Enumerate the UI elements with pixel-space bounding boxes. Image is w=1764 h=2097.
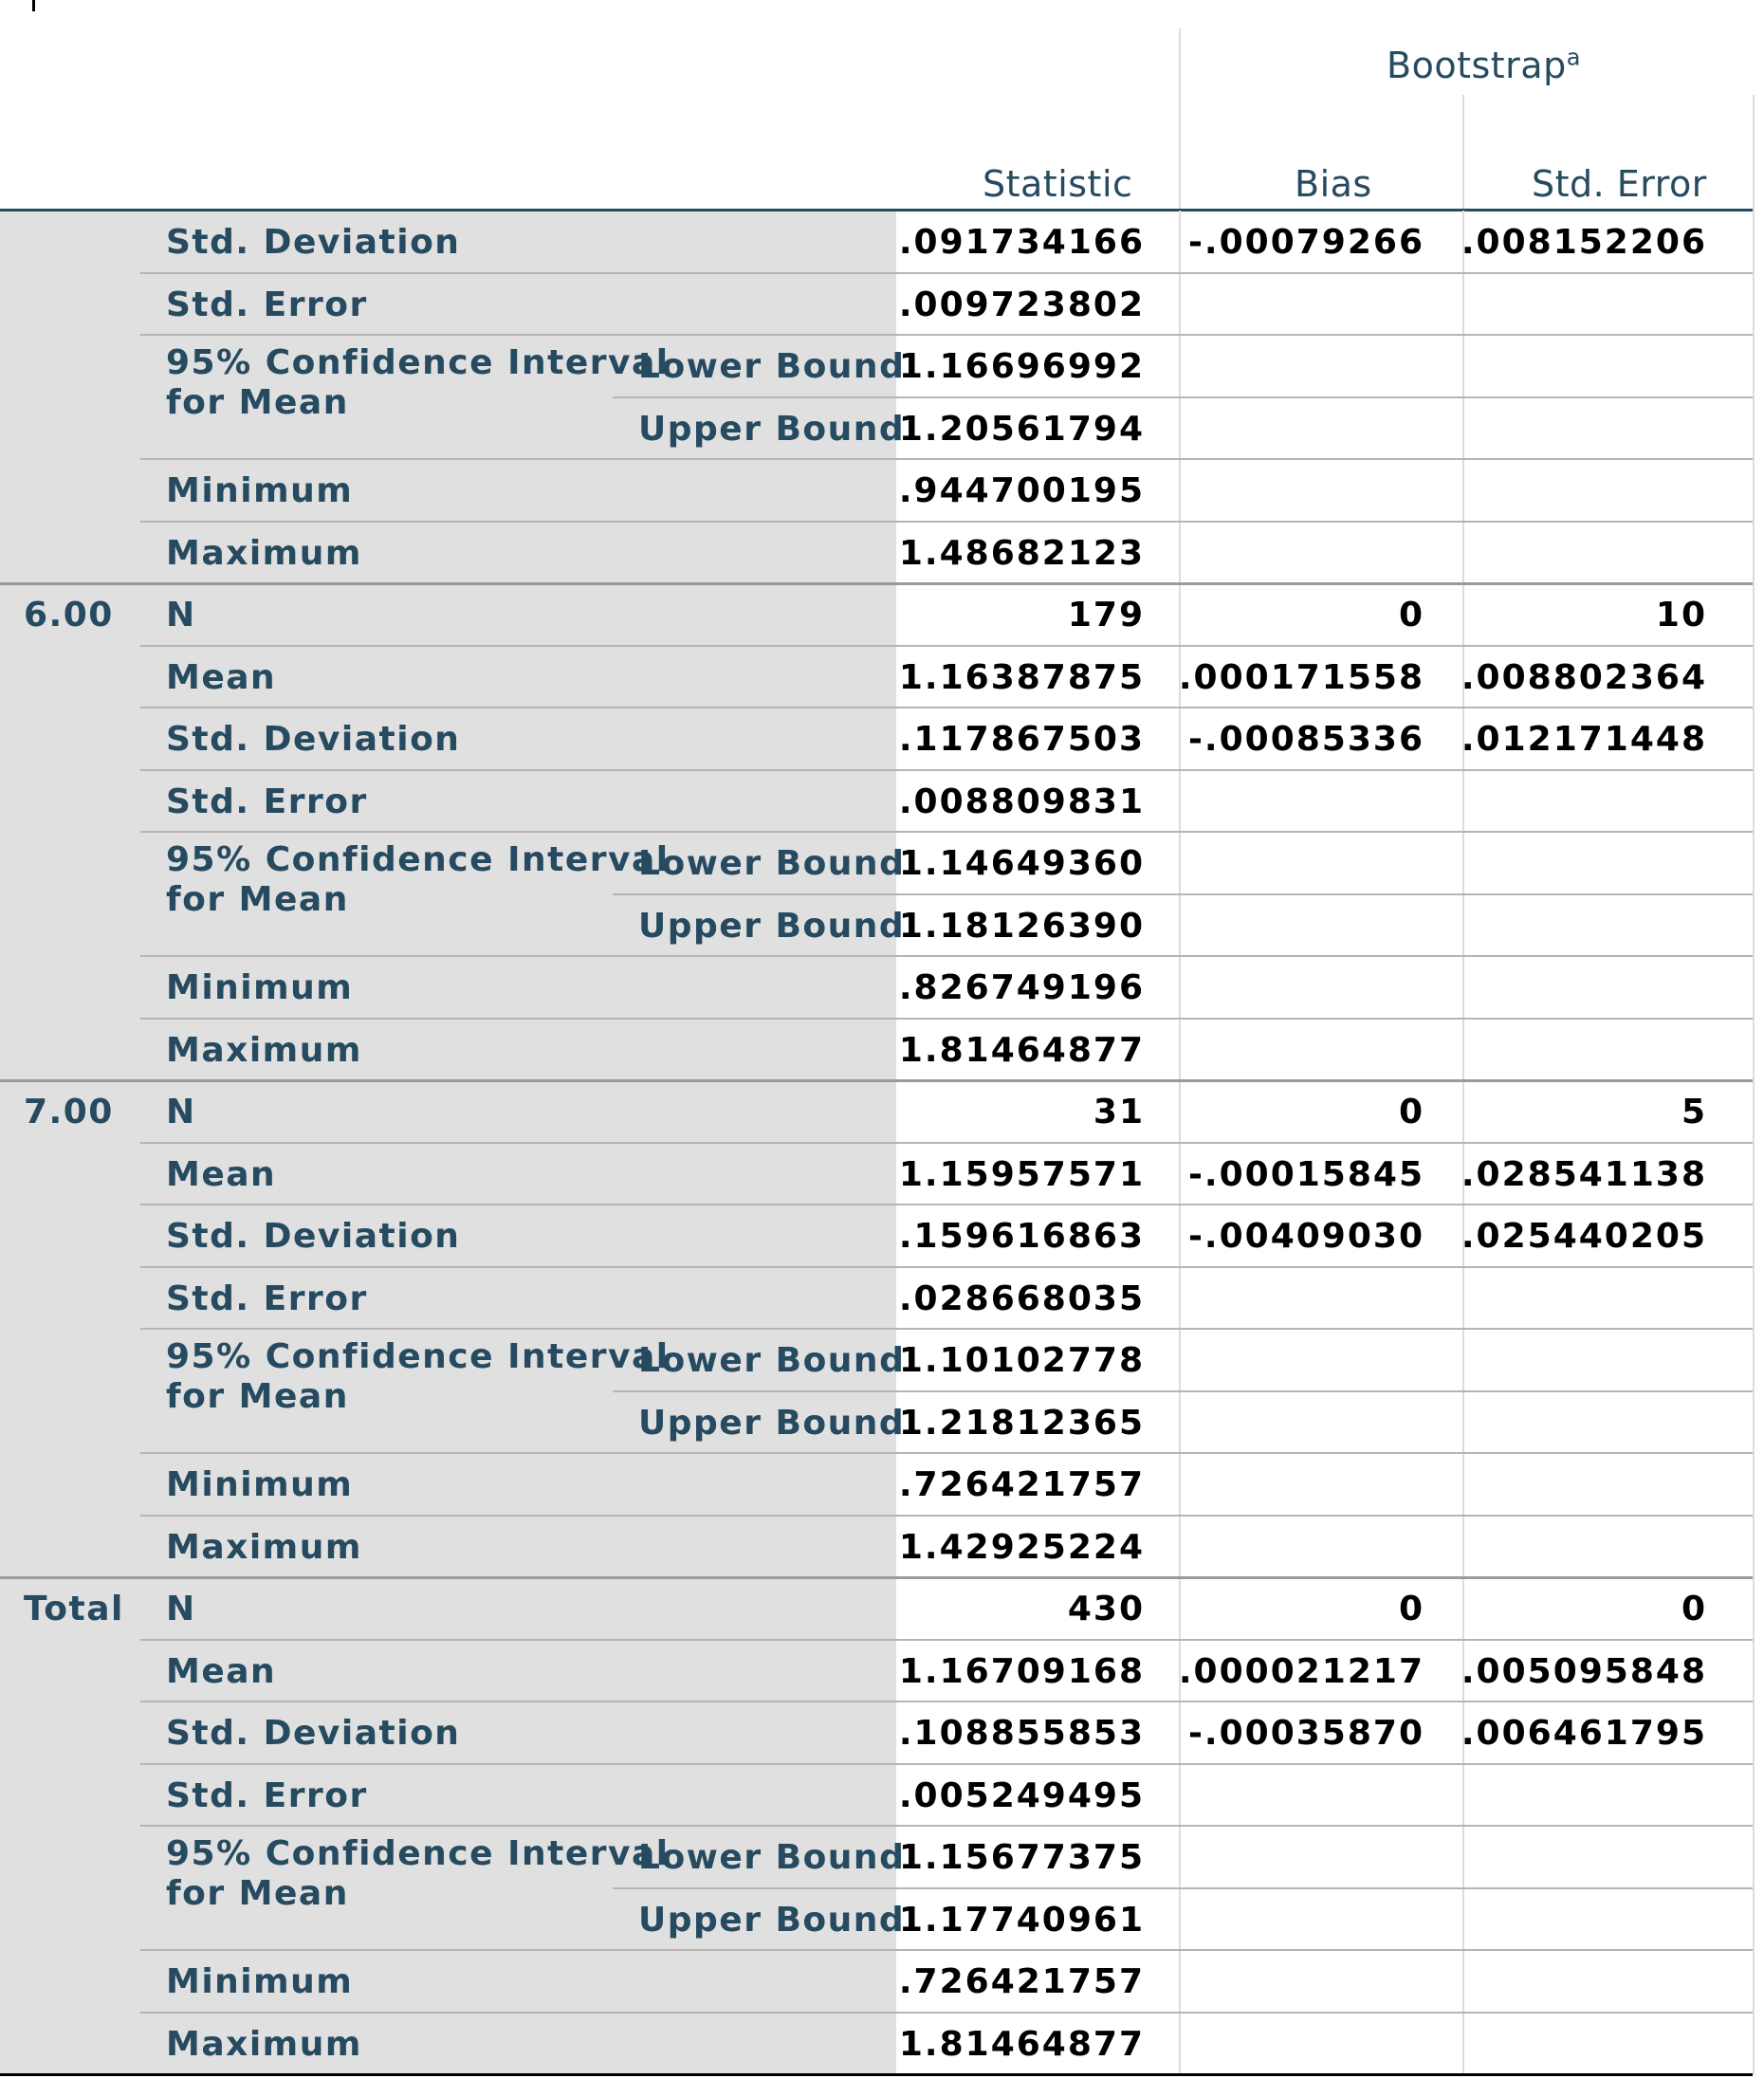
lower-bound-label: Lower Bound: [638, 1838, 906, 1877]
statistic-value: 1.48682123: [898, 533, 1145, 573]
row-separator: [140, 334, 1753, 336]
row-separator: [140, 1018, 1753, 1020]
ci-label-line2: for Mean: [166, 383, 349, 422]
bootstrap-std-error-value: .005095848: [1461, 1651, 1707, 1691]
statistic-value: 1.42925224: [898, 1527, 1145, 1567]
bootstrap-std-error-value: .025440205: [1461, 1217, 1707, 1256]
bias-value: 0: [1398, 596, 1424, 635]
group-label: Total: [24, 1590, 124, 1628]
ci-label-line1: 95% Confidence Interval: [166, 840, 670, 879]
std-deviation-label: Std. Deviation: [166, 1714, 461, 1753]
upper-bound-label: Upper Bound: [638, 1403, 906, 1443]
statistic-value: .726421757: [898, 1465, 1145, 1504]
group-separator: [0, 582, 1753, 585]
bootstrap-std-error-value: .008152206: [1461, 223, 1707, 262]
statistic-value: 31: [1093, 1093, 1145, 1131]
upper-bound-label: Upper Bound: [638, 1900, 906, 1940]
maximum-label: Maximum: [166, 1030, 362, 1070]
statistic-value: .009723802: [898, 285, 1145, 324]
row-separator: [613, 893, 1753, 895]
ci-label-line2: for Mean: [166, 1377, 349, 1416]
bias-value: -.00015845: [1187, 1154, 1424, 1194]
row-separator: [140, 272, 1753, 274]
row-separator: [140, 1328, 1753, 1330]
vline-right: [1753, 211, 1755, 2074]
statistic-value: .028668035: [898, 1278, 1145, 1318]
lower-bound-label: Lower Bound: [638, 347, 906, 386]
group-separator: [0, 1576, 1753, 1579]
row-separator: [140, 831, 1753, 833]
std-error-column-header: Std. Error: [1532, 163, 1707, 205]
statistic-value: .117867503: [898, 720, 1145, 759]
statistic-value: 1.10102778: [898, 1341, 1145, 1380]
group-separator: [0, 1079, 1753, 1082]
bias-value: .000171558: [1178, 657, 1424, 697]
statistic-value: .005249495: [898, 1775, 1145, 1815]
row-separator: [140, 1639, 1753, 1641]
row-separator: [140, 2012, 1753, 2014]
maximum-label: Maximum: [166, 1527, 362, 1567]
row-separator: [140, 1949, 1753, 1951]
bootstrap-std-error-value: .008802364: [1461, 657, 1707, 697]
statistic-value: .159616863: [898, 1217, 1145, 1256]
row-separator: [140, 1763, 1753, 1765]
statistic-value: .108855853: [898, 1714, 1145, 1753]
statistic-value: 1.15677375: [898, 1838, 1145, 1877]
statistic-value: 1.18126390: [898, 906, 1145, 946]
lower-bound-label: Lower Bound: [638, 844, 906, 883]
ci-label-line1: 95% Confidence Interval: [166, 1337, 670, 1376]
row-separator: [140, 1515, 1753, 1517]
statistic-value: 1.81464877: [898, 2024, 1145, 2064]
maximum-label: Maximum: [166, 533, 362, 573]
mean-label: Mean: [166, 1651, 277, 1691]
bias-column-header: Bias: [1295, 163, 1372, 205]
ci-label-line1: 95% Confidence Interval: [166, 1834, 670, 1873]
std-deviation-label: Std. Deviation: [166, 720, 461, 759]
row-separator: [140, 1701, 1753, 1702]
statistic-value: .091734166: [898, 223, 1145, 262]
statistic-value: 430: [1067, 1590, 1145, 1628]
bootstrap-footnote-marker: a: [1566, 44, 1581, 71]
bias-value: 0: [1398, 1093, 1424, 1131]
header-vline-statistic-bias: [1179, 28, 1181, 211]
bias-value: -.00035870: [1187, 1714, 1424, 1753]
bootstrap-std-error-value: 10: [1655, 596, 1707, 635]
row-separator: [140, 769, 1753, 771]
statistic-value: .826749196: [898, 968, 1145, 1007]
bootstrap-header: Bootstrap$^a$: [1387, 44, 1581, 86]
row-separator: [140, 955, 1753, 957]
std-error-label: Std. Error: [166, 1278, 368, 1318]
group-label: 6.00: [24, 596, 114, 635]
row-separator: [140, 707, 1753, 708]
row-separator: [613, 1887, 1753, 1889]
statistic-value: 1.20561794: [898, 409, 1145, 449]
row-separator: [140, 1452, 1753, 1454]
row-separator: [140, 1142, 1753, 1144]
std-error-label: Std. Error: [166, 782, 368, 821]
statistic-value: 1.81464877: [898, 1030, 1145, 1070]
mean-label: Mean: [166, 657, 277, 697]
bootstrap-std-error-value: .006461795: [1461, 1714, 1707, 1753]
minimum-label: Minimum: [166, 1465, 354, 1504]
statistic-value: 1.15957571: [898, 1154, 1145, 1194]
statistic-value: 1.16709168: [898, 1651, 1145, 1691]
statistic-value: 1.16387875: [898, 657, 1145, 697]
bias-value: -.00085336: [1187, 720, 1424, 759]
row-separator: [140, 645, 1753, 647]
row-separator: [140, 458, 1753, 460]
mean-label: Mean: [166, 1154, 277, 1194]
ci-label-line1: 95% Confidence Interval: [166, 343, 670, 382]
upper-bound-label: Upper Bound: [638, 409, 906, 449]
lower-bound-label: Lower Bound: [638, 1341, 906, 1380]
statistic-value: 179: [1067, 596, 1145, 635]
maximum-label: Maximum: [166, 2024, 362, 2064]
header-vline-right: [1753, 95, 1755, 211]
minimum-label: Minimum: [166, 968, 354, 1007]
bias-value: .000021217: [1178, 1651, 1424, 1691]
row-separator: [140, 1825, 1753, 1827]
std-deviation-label: Std. Deviation: [166, 1217, 461, 1256]
statistic-value: .726421757: [898, 1962, 1145, 2001]
row-separator: [140, 1204, 1753, 1205]
n-label: N: [166, 596, 196, 635]
bias-value: 0: [1398, 1590, 1424, 1628]
header-vline-bias-se: [1462, 95, 1464, 211]
ci-label-line2: for Mean: [166, 880, 349, 919]
statistic-value: .944700195: [898, 471, 1145, 510]
n-label: N: [166, 1590, 196, 1628]
n-label: N: [166, 1093, 196, 1131]
bias-value: -.00079266: [1187, 223, 1424, 262]
minimum-label: Minimum: [166, 471, 354, 510]
upper-bound-label: Upper Bound: [638, 906, 906, 946]
header-rule: [0, 209, 1753, 212]
row-separator: [140, 1266, 1753, 1268]
std-error-label: Std. Error: [166, 285, 368, 324]
statistic-value: .008809831: [898, 782, 1145, 821]
bootstrap-std-error-value: .028541138: [1461, 1154, 1707, 1194]
statistic-value: 1.16696992: [898, 347, 1145, 386]
bootstrap-std-error-value: 0: [1681, 1590, 1707, 1628]
row-separator: [140, 521, 1753, 523]
statistic-value: 1.14649360: [898, 844, 1145, 883]
bias-value: -.00409030: [1187, 1217, 1424, 1256]
row-separator: [613, 1390, 1753, 1392]
statistic-column-header: Statistic: [983, 163, 1133, 205]
std-deviation-label: Std. Deviation: [166, 223, 461, 262]
minimum-label: Minimum: [166, 1962, 354, 2001]
statistic-value: 1.17740961: [898, 1900, 1145, 1940]
ci-label-line2: for Mean: [166, 1874, 349, 1913]
statistic-value: 1.21812365: [898, 1403, 1145, 1443]
bootstrap-std-error-value: 5: [1681, 1093, 1707, 1131]
bootstrap-std-error-value: .012171448: [1461, 720, 1707, 759]
table-bottom-rule: [0, 2073, 1753, 2076]
group-label: 7.00: [24, 1093, 114, 1131]
row-separator: [613, 396, 1753, 398]
top-edge-mark: [32, 0, 35, 11]
std-error-label: Std. Error: [166, 1775, 368, 1815]
